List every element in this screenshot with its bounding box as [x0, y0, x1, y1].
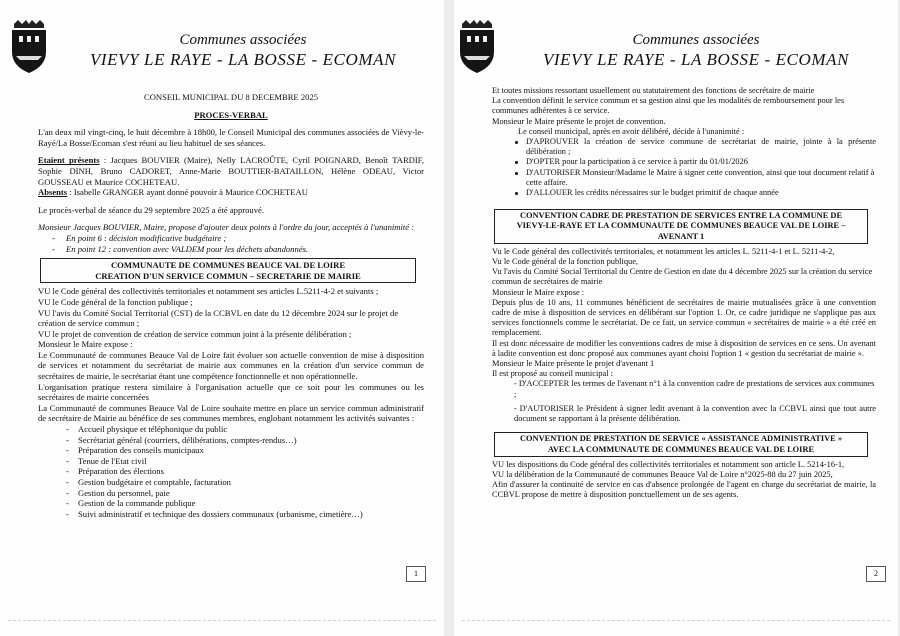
list-item: - Gestion du personnel, paie — [66, 488, 424, 499]
proposal-item: - D'AUTORISER le Président à signer ledit avenant à la convention avec la CCBVL ainsi que tout autre document se rapportant à la présente délibération. — [514, 403, 876, 424]
section-title-line: CONVENTION CADRE DE PRESTATION DE SERVICES ENTRE LA COMMUNE DE — [519, 211, 843, 221]
presents-text: : Jacques BOUVIER (Maire), Nelly LACROÛTE, Cyril POIGNARD, Benoît TARDIF, Sophie DINH, Bruno CADORET, Anne-Marie BOUTTIER-BATAILLON, Hélène ODEAU, Victor GOUSSEAU et Maurice COCHETEAU. — [38, 155, 424, 187]
list-item: - Tenue de l'Etat civil — [66, 456, 424, 467]
expose-paragraph: Le Communauté de communes Beauce Val de Loire fait évoluer son actuelle convention de mise à disposition de services et notamment du secrétariat de mairie aux communes en la création d'un service commun de secrétaires de mairie, le secrétariat étant une compétence fonctionnelle et non opérationnelle. — [38, 349, 424, 382]
present-line: Monsieur le Maire présente le projet d'avenant 1 — [492, 359, 655, 369]
vu-line: Vu le Code général des collectivités territoriales, et notamment les articles L. 5211-4-1 et L. 5211-4-2, — [492, 246, 835, 256]
list-item: - Suivi administratif et technique des dossiers communaux (urbanisme, cimetière…) — [66, 509, 424, 520]
list-item: - Préparation des élections — [66, 466, 424, 477]
list-item: - Accueil physique et téléphonique du public — [66, 424, 424, 435]
continuation-line: La convention définit le service commun et sa gestion ainsi que les modalités de remboursement pour les communes adhérentes à ce service. — [492, 96, 845, 116]
approval-text: Le procès-verbal de séance du 29 septembre 2025 a été approuvé. — [38, 204, 264, 215]
expose-paragraph: L'organisation pratique restera similaire à l'organisation actuelle que ce soit pour les communes ou les secrétaires de mairie concernées — [38, 381, 424, 403]
absents-paragraph — [38, 187, 424, 198]
expose-paragraph: Depuis plus de 10 ans, 11 communes bénéficient de secrétaires de mairie mutualisées grâce à une convention cadre de mise à disposition de services en délibérant sur l'option 1. Or, ce cadre juridique ne s'applique pas aux services fonctionnels comme le secrétariat. De ce fait, un service commun « secrétaires de mairie » a été créé en remplacement. — [492, 297, 876, 338]
absents-text: : Isabelle GRANGER ayant donné pouvoir à Maurice COCHETEAU — [67, 187, 308, 198]
list-item: D'ALLOUER les crédits nécessaires sur le budget primitif de chaque année — [514, 188, 876, 198]
list-item: - Préparation des conseils municipaux — [66, 445, 424, 456]
list-item: - En point 6 : décision modificative budgétaire ; — [52, 233, 424, 244]
header-title: VIEVY LE RAYE - LA BOSSE - ECOMAN — [89, 50, 397, 69]
proposed-line: Il est proposé au conseil municipal : — [492, 369, 613, 379]
page-1-body — [38, 92, 424, 519]
list-item: - Gestion de la commande publique — [66, 498, 424, 509]
service-paragraph: Afin d'assurer la continuité de service en cas d'absence prolongée de l'agent en charge du secrétariat de mairie, la CCBVL propose de mettre à disposition ponctuellement un de ses agents. — [492, 480, 876, 500]
page-2-body — [492, 86, 876, 501]
list-item: D'OPTER pour la participation à ce service à partir du 01/01/2026 — [514, 157, 876, 167]
section-title-box — [494, 432, 868, 456]
list-item: D'AUTORISER Monsieur/Madame le Maire à signer cette convention, ainsi que tout document relatif à cette affaire. — [514, 168, 876, 188]
vu-line: VU les dispositions du Code général des collectivités territoriales et notamment son article L. 5214-16-1, — [492, 459, 845, 469]
activities-list — [38, 424, 424, 519]
vu-line: Monsieur le Maire expose : — [492, 287, 585, 297]
section-title-line: CREATION D'UN SERVICE COMMUN – SECRETARIE DE MAIRIE — [95, 270, 361, 281]
header-subtitle: Communes associées — [632, 32, 760, 48]
vu-line: VU le Code général de la fonction publique ; — [38, 296, 193, 307]
section-title-box — [40, 258, 416, 283]
minutes-title: PROCES-VERBAL — [194, 109, 268, 120]
section-title-box — [494, 209, 868, 244]
presents-label: Etaient présents — [38, 155, 100, 166]
vu-line: VU le projet de convention de création de service commun joint à la présente délibération ; — [38, 328, 352, 339]
proposal-item: - D'ACCEPTER les termes de l'avenant n°1 à la convention cadre de prestations de services aux communes ; — [514, 379, 875, 399]
vu-line: Monsieur le Maire expose : — [38, 339, 133, 350]
section-title-line: AVEC LA COMMUNAUTE DE COMMUNES BEAUCE VAL DE LOIRE — [547, 444, 815, 454]
list-item: D'APROUVER la création de service commune de secrétariat de mairie, jointe à la présente délibération ; — [514, 137, 876, 157]
page-number: 1 — [406, 566, 426, 582]
document-page-2 — [454, 0, 898, 636]
expose-paragraph: Il est donc nécessaire de modifier les conventions cadres de mise à disposition de services en ce sens. Un avenant à ladite convention est donc proposé aux communes ayant choisi l'option 1 « gestion du secrétariat de mairie ». — [492, 338, 876, 358]
page-edge-divider — [462, 620, 890, 621]
list-item: - Secrétariat général (courriers, délibérations, comptes-rendus…) — [66, 435, 424, 446]
page-number: 2 — [866, 566, 886, 582]
continuation-line: Et toutes missions ressortant usuellement ou statutairement des fonctions de secrétaire de mairie — [492, 86, 815, 95]
section-title-line: COMMUNAUTE DE COMMUNES BEAUCE VAL DE LOIRE — [110, 260, 346, 271]
absents-label: Absents — [38, 187, 68, 198]
section-title-line: VIEVY-LE-RAYE ET LA COMMUNAUTE DE COMMUNES BEAUCE VAL DE LOIRE – — [516, 221, 846, 231]
vu-line: VU le Code général des collectivités territoriales et notamment ses articles L.5211-4-2 et suivants ; — [38, 286, 379, 297]
vu-line: VU la délibération de la Communauté de communes Beauce Val de Loire n°2025-88 du 27 juin 2025, — [492, 469, 833, 479]
council-title: CONSEIL MUNICIPAL DU 8 DECEMBRE 2025 — [143, 92, 319, 102]
section-title-line: CONVENTION DE PRESTATION DE SERVICE « ASSISTANCE ADMINISTRATIVE » — [519, 434, 843, 444]
vu-line: Vu l'avis du Comité Social Territorial du Centre de Gestion en date du 4 décembre 2025 sur la création du service commun de secrétaires de mairie — [492, 267, 873, 287]
section-title-line: AVENANT 1 — [657, 231, 705, 241]
header-subtitle: Communes associées — [179, 32, 307, 48]
intro-paragraph: L'an deux mil vingt-cinq, le huit décembre à 18h00, le Conseil Municipal des communes associées de Vièvy-le-Rayé/La Bosse/Ecoman s'est réuni au lieu habituel de ses séances. — [38, 127, 424, 148]
header-title: VIEVY LE RAYE - LA BOSSE - ECOMAN — [542, 50, 850, 69]
expose-paragraph: La Communauté de communes Beauce Val de Loire souhaite mettre en place un service commun administratif de secrétaire de Mairie au bénéfice de ses communes membres, englobant notamment les activités suivantes : — [38, 402, 424, 424]
page-edge-divider — [8, 620, 436, 621]
vu-line: Vu le Code général de la fonction publique, — [492, 257, 639, 267]
vu-line: VU l'avis du Comité Social Territorial (CST) de la CCBVL en date du 12 décembre 2024 sur le projet de création de service commun ; — [38, 307, 399, 329]
added-points-list — [38, 233, 424, 254]
attendees-paragraph — [38, 155, 424, 187]
document-page-1 — [0, 0, 444, 636]
proposal-text: Monsieur Jacques BOUVIER, Maire, propose d'ajouter deux points à l'ordre du jour, acceptés à l'unanimité : — [38, 222, 415, 233]
list-item: - En point 12 : convention avec VALDEM pour les déchets abandonnés. — [52, 244, 424, 255]
continuation-line: Monsieur le Maire présente le projet de convention. — [492, 116, 666, 126]
decisions-list — [492, 137, 876, 198]
list-item: - Gestion budgétaire et comptable, facturation — [66, 477, 424, 488]
decision-intro: Le conseil municipal, après en avoir délibéré, décide à l'unanimité : — [518, 126, 745, 136]
